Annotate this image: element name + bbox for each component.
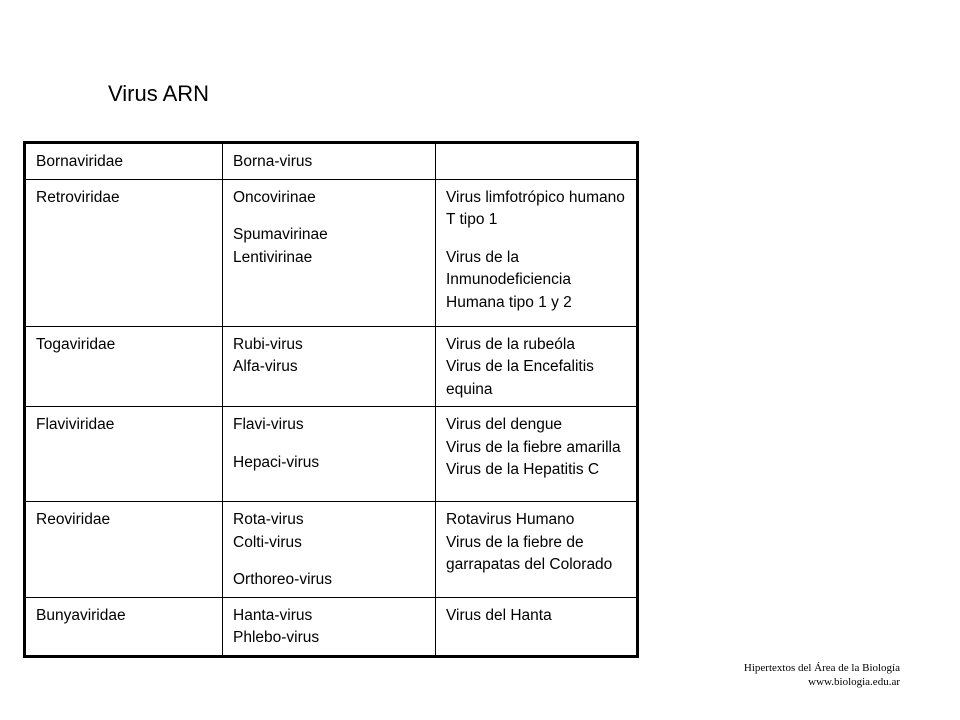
example-virus: Virus limfotrópico humano T tipo 1 bbox=[446, 188, 629, 228]
family-cell: Reoviridae bbox=[25, 502, 223, 598]
genus-name: Rubi-virus bbox=[233, 335, 303, 353]
genus-name: Lentivirinae bbox=[233, 248, 313, 266]
genus-name: Colti-virus bbox=[233, 533, 302, 551]
footer-credit-url: www.biologia.edu.ar bbox=[808, 676, 900, 688]
genus-name: Hanta-virus bbox=[233, 606, 313, 624]
examples-cell bbox=[436, 143, 638, 180]
table-row bbox=[25, 326, 638, 407]
genus-cell bbox=[223, 407, 436, 502]
page-title: Virus ARN bbox=[108, 81, 210, 106]
examples-cell bbox=[436, 407, 638, 502]
table-row bbox=[25, 179, 638, 326]
genus-name: Oncovirinae bbox=[233, 188, 316, 206]
table-row bbox=[25, 502, 638, 598]
example-virus: Virus de la Encefalitis equina bbox=[446, 358, 599, 398]
genus-name: Hepaci-virus bbox=[233, 453, 320, 471]
genus-cell bbox=[223, 179, 436, 326]
examples-cell bbox=[436, 502, 638, 598]
genus-name: Orthoreo-virus bbox=[233, 571, 333, 588]
virus-table bbox=[23, 141, 639, 658]
footer-credit bbox=[744, 661, 900, 689]
genus-name: Flavi-virus bbox=[233, 416, 304, 433]
genus-name: Alfa-virus bbox=[233, 358, 298, 375]
example-virus: Virus de la fiebre de garrapatas del Colorado bbox=[446, 533, 613, 573]
family-cell: Togaviridae bbox=[25, 326, 223, 407]
table-row bbox=[25, 597, 638, 656]
family-cell: Bornaviridae bbox=[25, 143, 223, 180]
footer-credit-title: Hipertextos del Área de la Biología bbox=[743, 662, 900, 674]
table-body bbox=[25, 143, 638, 657]
family-cell: Bunyaviridae bbox=[25, 597, 223, 656]
examples-cell bbox=[436, 326, 638, 407]
genus-cell bbox=[223, 326, 436, 407]
family-cell: Retroviridae bbox=[25, 179, 223, 326]
example-virus: Virus de la rubeóla bbox=[446, 335, 575, 353]
examples-cell bbox=[436, 179, 638, 326]
genus-cell bbox=[223, 502, 436, 598]
genus-name: Spumavirinae bbox=[233, 226, 328, 243]
example-virus: Virus de la fiebre amarilla bbox=[446, 438, 621, 456]
genus-cell bbox=[223, 143, 436, 180]
family-cell: Flaviviridae bbox=[25, 407, 223, 502]
genus-name: Phlebo-virus bbox=[233, 629, 320, 646]
table-row bbox=[25, 407, 638, 502]
example-virus: Virus de la Inmunodeficiencia Humana tipo 1 y 2 bbox=[446, 248, 576, 311]
genus-cell bbox=[223, 597, 436, 656]
example-virus: Rotavirus Humano bbox=[446, 511, 575, 528]
example-virus: Virus de la Hepatitis C bbox=[446, 461, 600, 478]
genus-name: Borna-virus bbox=[233, 153, 313, 170]
examples-cell bbox=[436, 597, 638, 656]
example-virus: Virus del dengue bbox=[446, 416, 563, 433]
example-virus: Virus del Hanta bbox=[446, 606, 552, 624]
table-row bbox=[25, 143, 638, 180]
genus-name: Rota-virus bbox=[233, 511, 304, 528]
